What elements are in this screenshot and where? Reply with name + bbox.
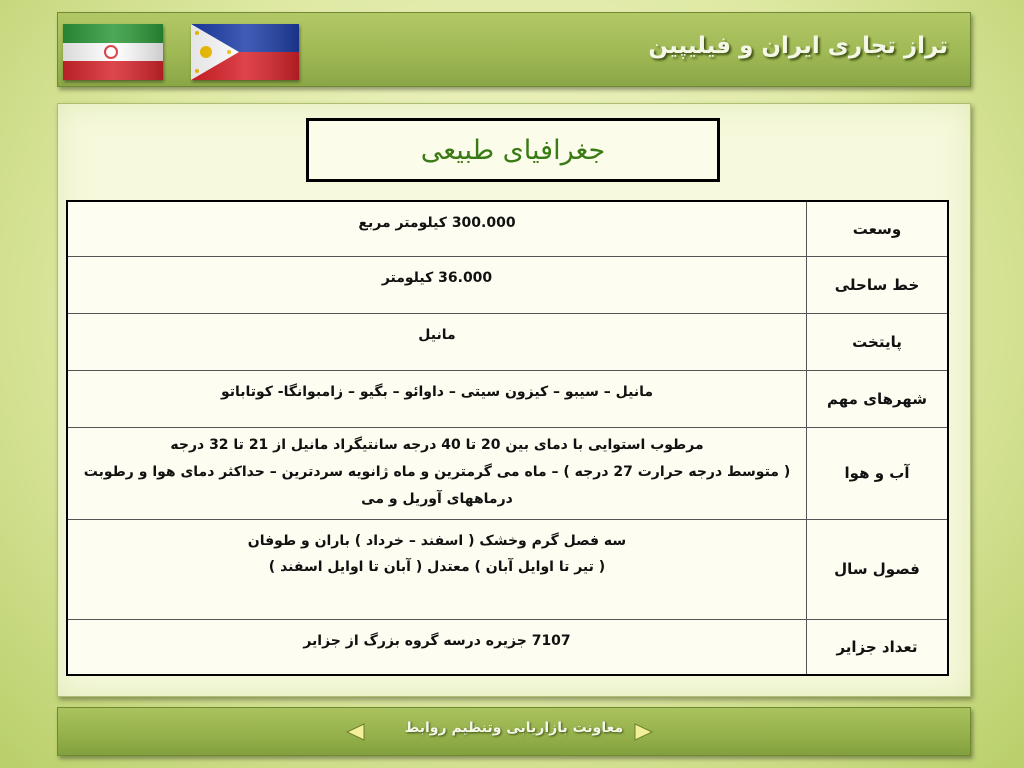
row-label: خط ساحلی: [807, 256, 949, 313]
row-value: [67, 201, 807, 256]
value-line: مانیل – سیبو – کیزون سیتی – داوائو – بگیو – زامبوانگا- کوتاباتو: [220, 383, 654, 400]
row-value: [67, 313, 807, 370]
row-value: [67, 370, 807, 427]
header-bar: [57, 12, 971, 87]
table-row: [67, 256, 948, 313]
row-value: [67, 519, 807, 619]
footer-bar: [57, 707, 971, 756]
page-title: تراز تجاری ایران و فیلیپین: [648, 33, 948, 59]
section-title-box: [306, 118, 720, 182]
table-row: [67, 313, 948, 370]
value-line: 7107 جزیره درسه گروه بزرگ از جزایر: [303, 632, 571, 649]
row-label: تعداد جزایر: [807, 619, 949, 675]
row-label: شهرهای مهم: [807, 370, 949, 427]
table-row: [67, 427, 948, 519]
table-row: [67, 519, 948, 619]
table-row: [67, 201, 948, 256]
value-line: ( تیر تا اوایل آبان ) معتدل ( آبان تا اوایل اسفند ): [268, 558, 606, 575]
value-line: سه فصل گرم وخشک ( اسفند – خرداد ) باران و طوفان: [247, 532, 627, 549]
value-line: 36.000 کیلومتر: [381, 269, 493, 286]
arrow-right-icon[interactable]: [633, 722, 655, 742]
row-value: [67, 256, 807, 313]
row-label: فصول سال: [807, 519, 949, 619]
row-label: وسعت: [807, 201, 949, 256]
content-panel: [57, 103, 971, 697]
row-label: پایتخت: [807, 313, 949, 370]
section-title: جغرافیای طبیعی: [420, 134, 606, 166]
value-line: مرطوب استوایی با دمای بین 20 تا 40 درجه سانتیگراد مانیل از 21 تا 32 درجه: [170, 436, 704, 453]
row-label: آب و هوا: [807, 427, 949, 519]
value-line: مانیل: [418, 326, 456, 343]
row-value: [67, 427, 807, 519]
footer-label: معاونت بازاریابی وتنظیم روابط: [404, 720, 624, 736]
iran-flag-icon: [63, 24, 163, 80]
info-table: [66, 200, 949, 676]
philippines-flag-icon: [191, 24, 299, 80]
value-line: ( متوسط درجه حرارت 27 درجه ) – ماه می گرمترین و ماه ژانویه سردترین – حداکثر دمای هوا و رطوبت: [83, 463, 791, 480]
value-line: 300.000 کیلومتر مربع: [358, 215, 516, 231]
row-value: [67, 619, 807, 675]
value-line: درماههای آوریل و می: [361, 490, 513, 507]
table-row: [67, 370, 948, 427]
table-row: [67, 619, 948, 675]
